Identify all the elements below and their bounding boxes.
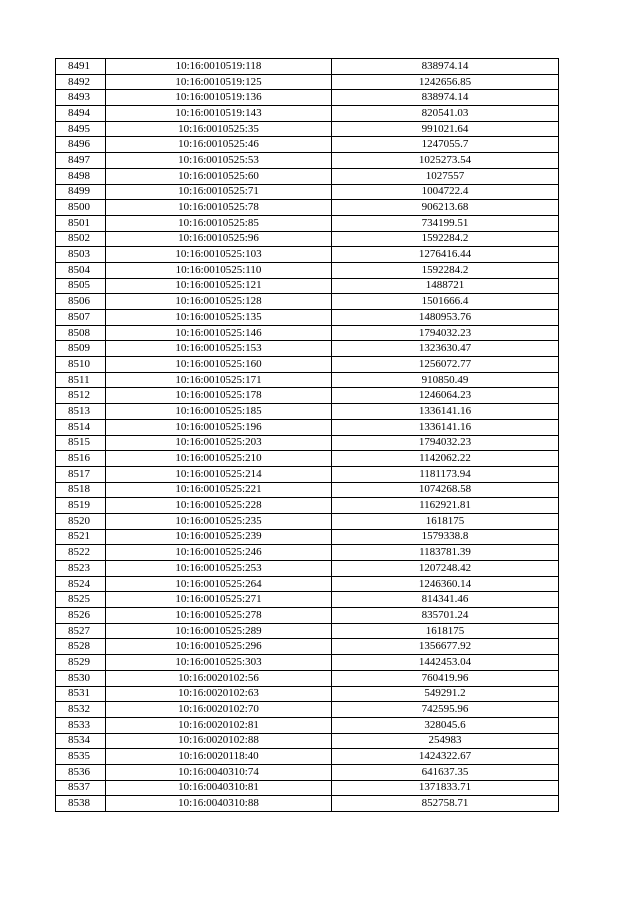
table-row [56,498,559,514]
value-cell: 910850.49 [332,372,559,388]
value-cell: 1579338.8 [332,529,559,545]
row-number-cell: 8526 [56,608,106,624]
value-cell: 1162921.81 [332,498,559,514]
cadastral-number-cell: 10:16:0010525:128 [106,294,332,310]
cadastral-number-cell: 10:16:0010525:239 [106,529,332,545]
table-row [56,686,559,702]
value-cell: 1356677.92 [332,639,559,655]
row-number-cell: 8500 [56,200,106,216]
value-cell: 1794032.23 [332,435,559,451]
table-row [56,262,559,278]
cadastral-number-cell: 10:16:0010519:136 [106,90,332,106]
row-number-cell: 8512 [56,388,106,404]
table-body [56,59,559,812]
table-row [56,404,559,420]
row-number-cell: 8522 [56,545,106,561]
cadastral-number-cell: 10:16:0010525:103 [106,247,332,263]
row-number-cell: 8492 [56,74,106,90]
table-row [56,670,559,686]
value-cell: 1142062.22 [332,451,559,467]
row-number-cell: 8515 [56,435,106,451]
table-row [56,608,559,624]
row-number-cell: 8499 [56,184,106,200]
cadastral-number-cell: 10:16:0010525:214 [106,466,332,482]
table-row [56,482,559,498]
value-cell: 1025273.54 [332,153,559,169]
table-row [56,137,559,153]
value-cell: 1323630.47 [332,341,559,357]
row-number-cell: 8529 [56,655,106,671]
table-row [56,435,559,451]
value-cell: 838974.14 [332,59,559,75]
table-row [56,451,559,467]
row-number-cell: 8513 [56,404,106,420]
row-number-cell: 8516 [56,451,106,467]
cadastral-number-cell: 10:16:0010525:78 [106,200,332,216]
value-cell: 641637.35 [332,764,559,780]
table-row [56,231,559,247]
cadastral-number-cell: 10:16:0010525:235 [106,513,332,529]
cadastral-number-cell: 10:16:0010525:146 [106,325,332,341]
row-number-cell: 8502 [56,231,106,247]
cadastral-number-cell: 10:16:0010525:160 [106,357,332,373]
value-cell: 1336141.16 [332,419,559,435]
row-number-cell: 8519 [56,498,106,514]
cadastral-number-cell: 10:16:0010525:110 [106,262,332,278]
table-row [56,764,559,780]
value-cell: 906213.68 [332,200,559,216]
value-cell: 1592284.2 [332,262,559,278]
value-cell: 760419.96 [332,670,559,686]
row-number-cell: 8505 [56,278,106,294]
table-row [56,278,559,294]
table-row [56,153,559,169]
table-row [56,780,559,796]
value-cell: 1276416.44 [332,247,559,263]
cadastral-number-cell: 10:16:0010525:153 [106,341,332,357]
table-row [56,200,559,216]
value-cell: 734199.51 [332,215,559,231]
cadastral-number-cell: 10:16:0010525:35 [106,121,332,137]
table-row [56,106,559,122]
value-cell: 1242656.85 [332,74,559,90]
value-cell: 1207248.42 [332,561,559,577]
row-number-cell: 8534 [56,733,106,749]
cadastral-number-cell: 10:16:0020102:88 [106,733,332,749]
table-row [56,341,559,357]
cadastral-number-cell: 10:16:0040310:74 [106,764,332,780]
cadastral-number-cell: 10:16:0010519:143 [106,106,332,122]
cadastral-number-cell: 10:16:0010525:53 [106,153,332,169]
row-number-cell: 8524 [56,576,106,592]
value-cell: 1442453.04 [332,655,559,671]
table-row [56,357,559,373]
row-number-cell: 8521 [56,529,106,545]
cadastral-number-cell: 10:16:0010525:228 [106,498,332,514]
table-row [56,419,559,435]
cadastral-number-cell: 10:16:0010525:96 [106,231,332,247]
value-cell: 742595.96 [332,702,559,718]
cadastral-number-cell: 10:16:0010525:60 [106,168,332,184]
table-row [56,545,559,561]
cadastral-number-cell: 10:16:0010525:71 [106,184,332,200]
table-row [56,59,559,75]
row-number-cell: 8503 [56,247,106,263]
cadastral-number-cell: 10:16:0010525:203 [106,435,332,451]
cadastral-number-cell: 10:16:0020118:40 [106,749,332,765]
table-row [56,121,559,137]
row-number-cell: 8525 [56,592,106,608]
value-cell: 1027557 [332,168,559,184]
row-number-cell: 8494 [56,106,106,122]
row-number-cell: 8532 [56,702,106,718]
table-row [56,466,559,482]
row-number-cell: 8514 [56,419,106,435]
value-cell: 1183781.39 [332,545,559,561]
row-number-cell: 8527 [56,623,106,639]
value-cell: 1336141.16 [332,404,559,420]
row-number-cell: 8537 [56,780,106,796]
row-number-cell: 8530 [56,670,106,686]
table-row [56,184,559,200]
cadastral-number-cell: 10:16:0010525:289 [106,623,332,639]
value-cell: 820541.03 [332,106,559,122]
table-row [56,310,559,326]
table-row [56,655,559,671]
cadastral-number-cell: 10:16:0010525:246 [106,545,332,561]
row-number-cell: 8520 [56,513,106,529]
table-row [56,215,559,231]
table-row [56,529,559,545]
row-number-cell: 8528 [56,639,106,655]
cadastral-number-cell: 10:16:0040310:81 [106,780,332,796]
cadastral-number-cell: 10:16:0010525:303 [106,655,332,671]
row-number-cell: 8536 [56,764,106,780]
cadastral-number-cell: 10:16:0010525:264 [106,576,332,592]
cadastral-number-cell: 10:16:0020102:56 [106,670,332,686]
table-row [56,325,559,341]
table-row [56,247,559,263]
row-number-cell: 8510 [56,357,106,373]
cadastral-number-cell: 10:16:0020102:63 [106,686,332,702]
cadastral-number-cell: 10:16:0020102:81 [106,717,332,733]
row-number-cell: 8501 [56,215,106,231]
cadastral-number-cell: 10:16:0010525:46 [106,137,332,153]
row-number-cell: 8498 [56,168,106,184]
cadastral-number-cell: 10:16:0010519:125 [106,74,332,90]
value-cell: 1074268.58 [332,482,559,498]
row-number-cell: 8495 [56,121,106,137]
row-number-cell: 8518 [56,482,106,498]
cadastral-number-cell: 10:16:0010525:121 [106,278,332,294]
cadastral-number-cell: 10:16:0010525:271 [106,592,332,608]
table-row [56,733,559,749]
table-row [56,717,559,733]
cadastral-number-cell: 10:16:0010525:278 [106,608,332,624]
cadastral-number-cell: 10:16:0010525:178 [106,388,332,404]
cadastral-number-cell: 10:16:0010525:210 [106,451,332,467]
cadastral-number-cell: 10:16:0010525:135 [106,310,332,326]
cadastral-number-cell: 10:16:0010519:118 [106,59,332,75]
cadastral-number-cell: 10:16:0010525:171 [106,372,332,388]
value-cell: 1256072.77 [332,357,559,373]
value-cell: 1488721 [332,278,559,294]
cadastral-number-cell: 10:16:0010525:253 [106,561,332,577]
table-row [56,702,559,718]
value-cell: 1004722.4 [332,184,559,200]
table-row [56,623,559,639]
row-number-cell: 8506 [56,294,106,310]
row-number-cell: 8523 [56,561,106,577]
cadastral-number-cell: 10:16:0010525:196 [106,419,332,435]
cadastral-number-cell: 10:16:0020102:70 [106,702,332,718]
row-number-cell: 8509 [56,341,106,357]
row-number-cell: 8531 [56,686,106,702]
value-cell: 1246360.14 [332,576,559,592]
value-cell: 838974.14 [332,90,559,106]
row-number-cell: 8496 [56,137,106,153]
cadastral-number-cell: 10:16:0010525:185 [106,404,332,420]
row-number-cell: 8507 [56,310,106,326]
table-row [56,168,559,184]
row-number-cell: 8493 [56,90,106,106]
value-cell: 1181173.94 [332,466,559,482]
cadastral-number-cell: 10:16:0010525:85 [106,215,332,231]
row-number-cell: 8535 [56,749,106,765]
table-row [56,592,559,608]
row-number-cell: 8511 [56,372,106,388]
value-cell: 852758.71 [332,796,559,812]
row-number-cell: 8508 [56,325,106,341]
value-cell: 1501666.4 [332,294,559,310]
table-row [56,639,559,655]
cadastral-number-cell: 10:16:0010525:221 [106,482,332,498]
value-cell: 835701.24 [332,608,559,624]
value-cell: 1247055.7 [332,137,559,153]
row-number-cell: 8533 [56,717,106,733]
value-cell: 1480953.76 [332,310,559,326]
cadastral-value-table [55,58,559,812]
value-cell: 1424322.67 [332,749,559,765]
value-cell: 1371833.71 [332,780,559,796]
value-cell: 814341.46 [332,592,559,608]
table-row [56,294,559,310]
table-row [56,90,559,106]
row-number-cell: 8517 [56,466,106,482]
table-row [56,74,559,90]
row-number-cell: 8504 [56,262,106,278]
table-row [56,372,559,388]
table-row [56,561,559,577]
table-row [56,796,559,812]
value-cell: 549291.2 [332,686,559,702]
row-number-cell: 8497 [56,153,106,169]
value-cell: 1246064.23 [332,388,559,404]
value-cell: 1618175 [332,513,559,529]
value-cell: 1592284.2 [332,231,559,247]
row-number-cell: 8538 [56,796,106,812]
cadastral-number-cell: 10:16:0010525:296 [106,639,332,655]
value-cell: 1618175 [332,623,559,639]
table-row [56,513,559,529]
table-row [56,576,559,592]
value-cell: 1794032.23 [332,325,559,341]
value-cell: 991021.64 [332,121,559,137]
table-row [56,388,559,404]
value-cell: 328045.6 [332,717,559,733]
cadastral-number-cell: 10:16:0040310:88 [106,796,332,812]
table-row [56,749,559,765]
row-number-cell: 8491 [56,59,106,75]
value-cell: 254983 [332,733,559,749]
